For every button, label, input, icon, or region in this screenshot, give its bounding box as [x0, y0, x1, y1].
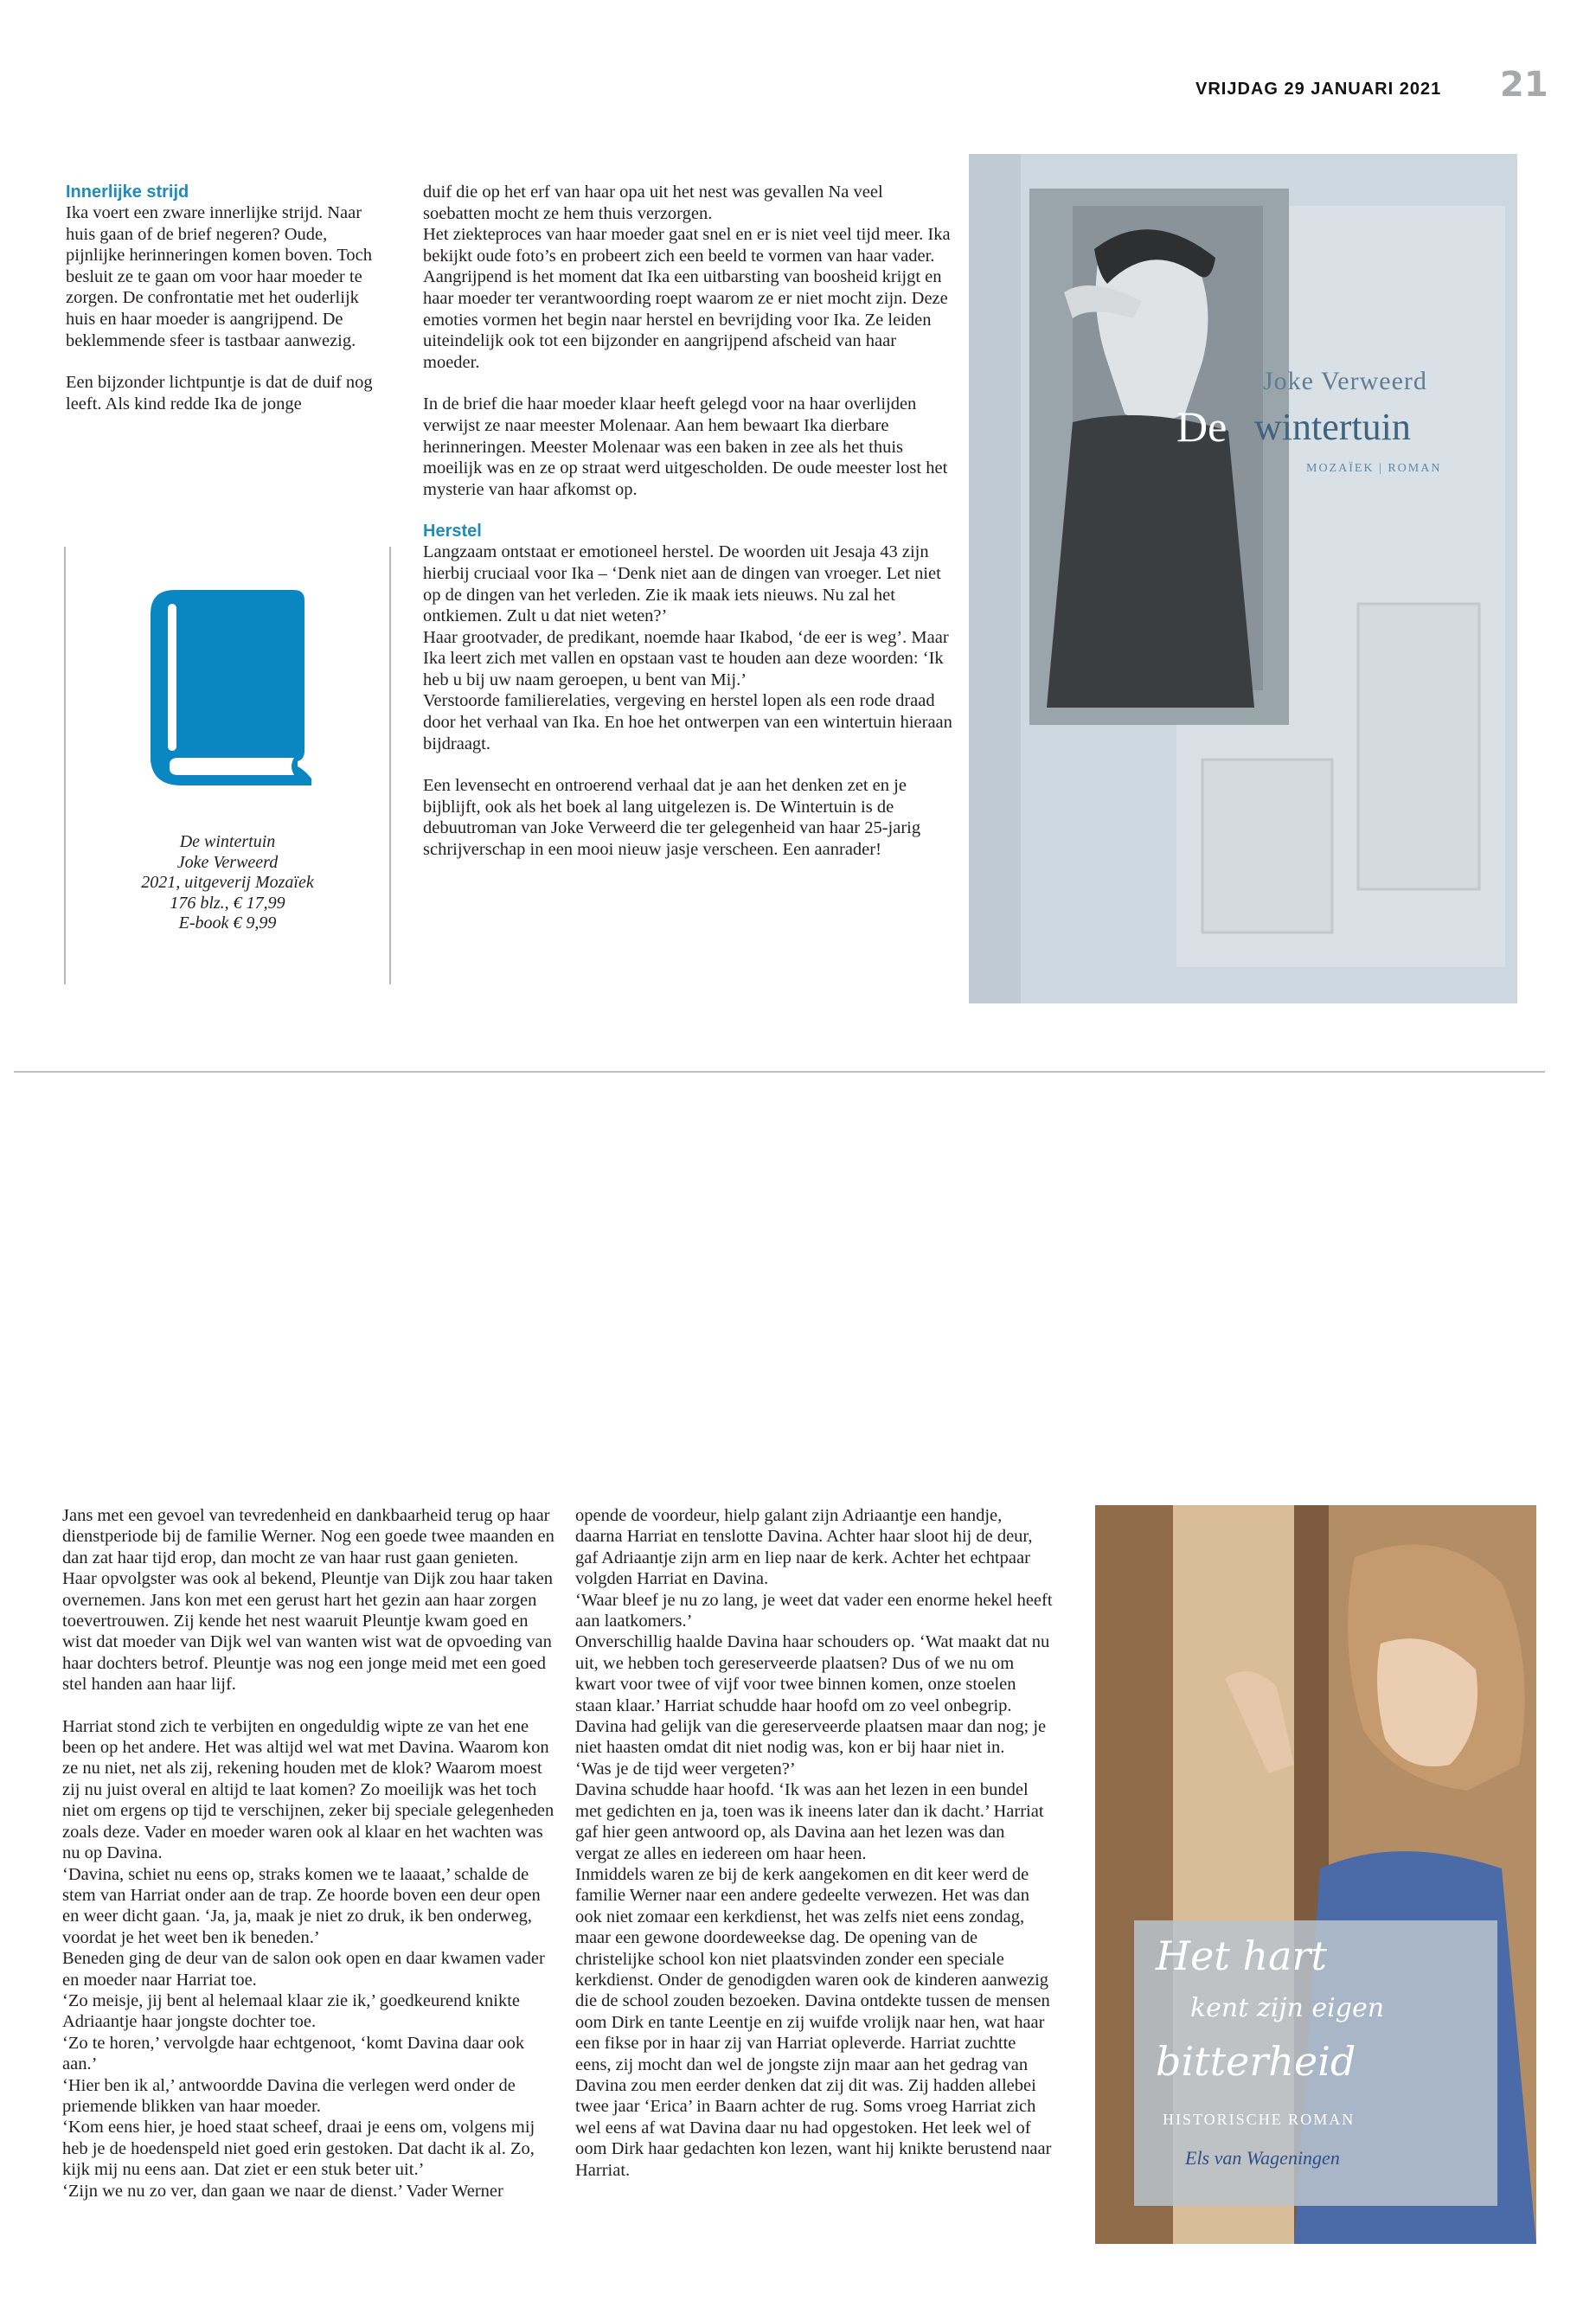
paragraph: Het ziekteproces van haar moeder gaat snel en er is niet veel tijd meer. Ika bekijkt oude foto’s en probeert zich een beeld te vormen van haar vader. Aangrijpend is het moment dat Ika een uitbarsting van boosheid krijgt en haar moeder ter verantwoording roept waarom ze er niet mocht zijn. Deze emoties vormen het begin naar herstel en bevrijding voor Ika. Ze leiden uiteindelijk ook tot een bijzonder en aangrijpend afscheid van haar moeder. [423, 225, 951, 372]
paragraph: Verstoorde familierelaties, vergeving en herstel lopen als een rode draad door het verhaal van Ika. En hoe het ontwerpen van een wintertuin hieraan bijdraagt. [423, 691, 952, 753]
book-cover-het-hart [1095, 1505, 1536, 2244]
paragraph: In de brief die haar moeder klaar heeft gelegd voor na haar overlijden verwijst ze naar meester Molenaar. Aan hem bewaart Ika dierbare herinneringen. Meester Molenaar was een baken in zee als het thuis moeilijk was en ze op straat werd uitgescholden. De oude meester lost het mysterie van haar afkomst op. [423, 394, 948, 499]
paragraph: ‘Zo te horen,’ vervolgde haar echtgenoot, ‘komt Davina daar ook aan.’ [62, 2033, 525, 2074]
paragraph: ‘Zo meisje, jij bent al helemaal klaar zie ik,’ goedkeurend knikte Adriaantje haar jongste dochter toe. [62, 1990, 520, 2032]
info-ebook-price: E-book € 9,99 [178, 913, 277, 933]
review-column-2 [423, 182, 952, 881]
cover-illustration [1095, 1505, 1536, 2244]
paragraph: duif die op het erf van haar opa uit het nest was gevallen Na veel soebatten mocht ze hem thuis verzorgen. [423, 183, 883, 223]
cover-genre: HISTORISCHE ROMAN [1163, 2111, 1356, 2128]
paragraph: Een bijzonder lichtpuntje is dat de duif nog leeft. Als kind redde Ika de jonge [66, 373, 373, 413]
header-date: VRIJDAG 29 JANUARI 2021 [1195, 80, 1442, 99]
cover-title-line-3: bitterheid [1156, 2038, 1356, 2085]
cover-title: wintertuin [1254, 406, 1411, 448]
subheading-herstel: Herstel [423, 522, 482, 542]
paragraph: ‘Was je de tijd weer vergeten?’ [575, 1759, 796, 1779]
paragraph: Jans met een gevoel van tevredenheid en dankbaarheid terug op haar dienstperiode bij de familie Werner. Nog een goede twee maanden en dan zat haar tijd erop, dan mocht ze van haar rust gaan genieten. Haar opvolgster was ook al bekend, Pleuntje van Dijk zou haar taken overnemen. Jans kon met een gerust hart het gezin aan haar zorgen toevertrouwen. Zij kende het nest waaruit Pleuntje kwam goed en wist dat moeder van Dijk wel van wanten wist wat de opvoeding van haar dochters betrof. Pleuntje was nog een jonge meid met een goed stel handen aan haar lijf. [62, 1506, 554, 1695]
book-icon [149, 590, 313, 802]
paragraph: Ika voert een zware innerlijke strijd. Naar huis gaan of de brief negeren? Oude, pijnlijke herinneringen komen boven. Toch besluit ze te gaan om voor haar moeder te zorgen. De confrontatie met het ouderlijk huis en haar moeder is aangrijpend. De beklemmende sfeer is tastbaar aanwezig. [66, 203, 373, 350]
excerpt-column-1 [62, 1505, 555, 2202]
book-info-box [64, 547, 391, 984]
cover-author: Els van Wageningen [1185, 2147, 1340, 2169]
paragraph: Haar grootvader, de predikant, noemde haar Ikabod, ‘de eer is weg’. Maar Ika leert zich met vallen en opstaan vast te houden aan deze woorden: ‘Ik heb u bij uw naam geroepen, u bent van Mij.’ [423, 627, 949, 689]
info-price: 176 blz., € 17,99 [170, 893, 285, 913]
subheading-innerlijke-strijd: Innerlijke strijd [66, 183, 189, 202]
paragraph: ‘Davina, schiet nu eens op, straks komen we te laaaat,’ schalde de stem van Harriat onder aan de trap. Ze hoorde boven een deur open en weer dicht gaan. ‘Ja, ja, maak je niet zo druk, ik ben onderweg, voordat je het weet ben ik beneden.’ [62, 1864, 541, 1947]
review-column-1 [66, 182, 386, 414]
cover-title-line-1: Het hart [1156, 1932, 1327, 1979]
section-divider [14, 1071, 1545, 1073]
paragraph: ‘Waar bleef je nu zo lang, je weet dat vader een enorme hekel heeft aan laatkomers.’ [575, 1590, 1053, 1631]
info-author: Joke Verweerd [176, 852, 279, 872]
paragraph: opende de voordeur, hielp galant zijn Adriaantje een handje, daarna Harriat en tenslotte Davina. Achter haar sloot hij de deur, gaf Adriaantje zijn arm en liep naar de kerk. Achter het echtpaar volgden Harriat en Davina. [575, 1506, 1033, 1589]
excerpt-column-2 [575, 1505, 1053, 2181]
paragraph: Langzaam ontstaat er emotioneel herstel. De woorden uit Jesaja 43 zijn hierbij cruciaal voor Ika – ‘Denk niet aan de dingen van vroeger. Let niet op de dingen van het verleden. Zie ik maak iets nieuws. Nu zal het ontkiemen. Zult u dat niet weten?’ [423, 542, 941, 626]
paragraph: Een levensecht en ontroerend verhaal dat je aan het denken zet en je bijblijft, ook als het boek al lang uitgelezen is. De Wintertuin is de debuutroman van Joke Verweerd die ter gelegenheid van haar 25-jarig schrijverschap in een mooi nieuw jasje verscheen. Een aanrader! [423, 776, 921, 860]
paragraph: ‘Kom eens hier, je hoed staat scheef, draai je eens om, volgens mij heb je de hoedenspeld niet goed erin gestoken. Dat dacht ik al. Zo, kijk mij nu eens aan. Dat ziet er een stuk beter uit.’ [62, 2118, 535, 2180]
paragraph: Onverschillig haalde Davina haar schouders op. ‘Wat maakt dat nu uit, we hebben toch gereserveerde plaatsen? Dus of we nu om kwart voor twee of vijf voor twee binnen komen, onze stoelen staan klaar.’ Harriat schudde haar hoofd om zo veel onbegrip. Davina had gelijk van die gereserveerde plaatsen maar dan nog; je niet haasten omdat dit niet nodig was, kon er bij haar niet in. [575, 1632, 1050, 1758]
paragraph: Davina schudde haar hoofd. ‘Ik was aan het lezen in een bundel met gedichten en ja, toen was ik ineens later dan ik dacht.’ Harriat gaf hier geen antwoord op, als Davina aan het lezen was dan vergat ze alles en iedereen om haar heen. [575, 1780, 1044, 1863]
cover-title-prefix: De [1176, 402, 1227, 451]
cover-author: Joke Verweerd [1263, 367, 1427, 395]
paragraph: ‘Hier ben ik al,’ antwoordde Davina die verlegen werd onder de priemende blikken van haar moeder. [62, 2075, 516, 2116]
info-publisher: 2021, uitgeverij Mozaïek [141, 873, 314, 893]
info-title: De wintertuin [179, 832, 276, 851]
paragraph: Harriat stond zich te verbijten en ongeduldig wipte ze van het ene been op het andere. Het was altijd wel wat met Davina. Waarom kon ze nu niet, net als zij, rekening houden met de klok? Waarom moest zij nu juist overal en altijd te laat komen? Zo moeilijk was het toch niet om ergens op tijd te verschijnen, zeker bij speciale gelegenheden zoals deze. Vader en moeder waren ook al klaar en het wachten was nu op Davina. [62, 1716, 554, 1863]
paragraph: Beneden ging de deur van de salon ook open en daar kwamen vader en moeder naar Harriat toe. [62, 1949, 545, 1990]
book-info-text [66, 832, 389, 934]
page-number: 21 [1500, 65, 1548, 105]
cover-title-line-2: kent zijn eigen [1190, 1993, 1385, 2023]
paragraph: ‘Zijn we nu zo ver, dan gaan we naar de dienst.’ Vader Werner [62, 2181, 503, 2201]
cover-imprint: MOZAÏEK | ROMAN [1306, 462, 1442, 475]
paragraph: Inmiddels waren ze bij de kerk aangekomen en dit keer werd de familie Werner naar een andere gedeelte verwezen. Het was dan ook niet zomaar een kerkdienst, het was zelfs niet eens zondag, maar een gewone doordeweekse dag. De opening van de christelijke school kon niet plaatsvinden zonder een speciale kerkdienst. Onder de genodigden waren ook de kinderen aanwezig die de school zouden bezoeken. Davina ontdekte tussen de mensen oom Dirk en tante Leentje en zij wuifde vrolijk naar hen, wat haar een fikse por in haar zij van Harriat opleverde. Harriat zuchtte eens, zij mocht dan wel de jongste zijn maar aan het gedrag van Davina zou men eerder denken dat zij dit was. Zij hadden allebei twee jaar ‘Erica’ in Baarn achter de rug. Soms vroeg Harriat zich wel eens af wat Davina daar nu had opgestoken. Het leek wel of oom Dirk haar gedachten kon lezen, want hij knikte berustend naar Harriat. [575, 1864, 1052, 2180]
book-cover-de-wintertuin [969, 154, 1517, 1003]
cover-illustration [969, 154, 1517, 1003]
